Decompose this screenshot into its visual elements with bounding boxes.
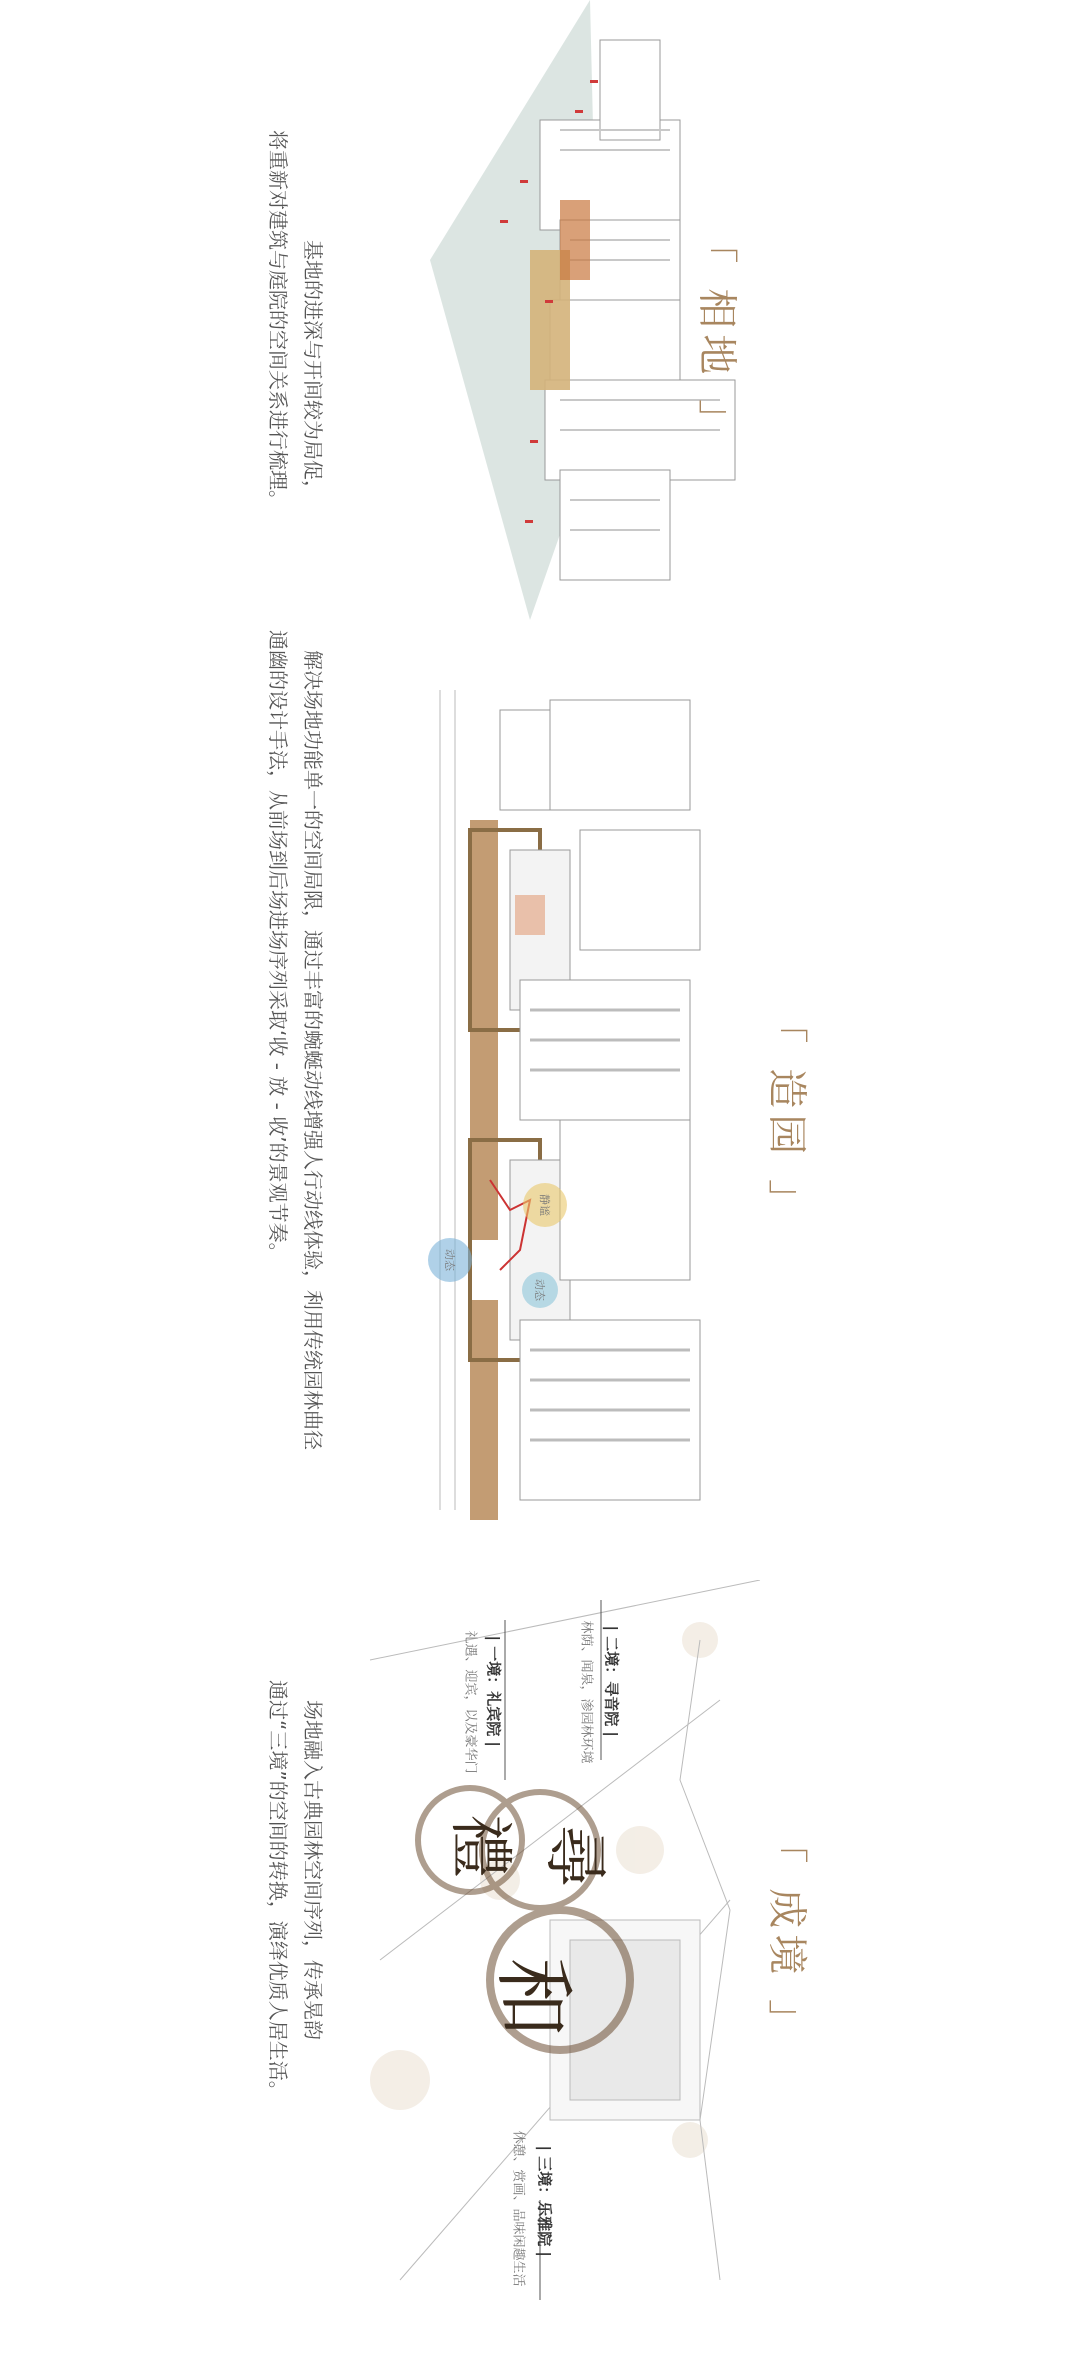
panel-site-selection: [0, 0, 1080, 640]
panel-title: 「 成境 」: [763, 1823, 810, 2045]
realm-3-desc: 休憩、赏画、品味闲趣生活: [510, 2130, 526, 2287]
panel-garden-making: [0, 630, 1080, 1540]
caption-line-2: 通过“三境”的空间的转换，演绎优质人居生活。: [266, 1680, 290, 2101]
panel-title: 「 相地 」: [693, 223, 740, 445]
caption-line-1: 解决场地功能单一的空间局限，通过丰富的蜿蜒动线增强人行动线体验，利用传统园林曲径: [301, 650, 325, 1450]
character-he: 和: [486, 1957, 580, 2038]
realm-1-desc: 礼遇、迎宾，以及豪华门: [462, 1630, 478, 1774]
site-illustration: [0, 0, 1080, 640]
panel-realm-forming: [0, 1580, 1080, 2320]
caption-line-2: 通幽的设计手法，从前场到后场进场序列采取‘收 - 放 - 收’的景观节奏。: [266, 630, 290, 1263]
caption-line-2: 将重新对建筑与庭院的空间关系进行梳理。: [266, 130, 290, 510]
panel-title: 「 造园 」: [763, 1003, 810, 1225]
garden-illustration: [0, 680, 1080, 1540]
caption-line-1: 基地的进深与开间较为局促，: [301, 240, 325, 500]
realm-2-label: | 二境：寻音院 |: [602, 1625, 621, 1737]
caption-line-1: 场地融入古典园林空间序列，传承晃韵: [301, 1700, 325, 2040]
realm-3-label: | 三境：乐雅院 |: [535, 2145, 554, 2257]
realm-1-label: | 一境：礼宾院 |: [484, 1635, 503, 1747]
character-li: 禮: [442, 1814, 516, 1878]
character-xun: 尋: [537, 1824, 611, 1888]
bubble-label-dynamic-1: 动态: [443, 1249, 456, 1271]
bubble-label-quiet: 静谧: [538, 1194, 551, 1216]
bubble-label-dynamic-2: 动态: [533, 1279, 546, 1301]
realm-2-desc: 林荫、闻泉，渗园林环境: [578, 1620, 594, 1764]
